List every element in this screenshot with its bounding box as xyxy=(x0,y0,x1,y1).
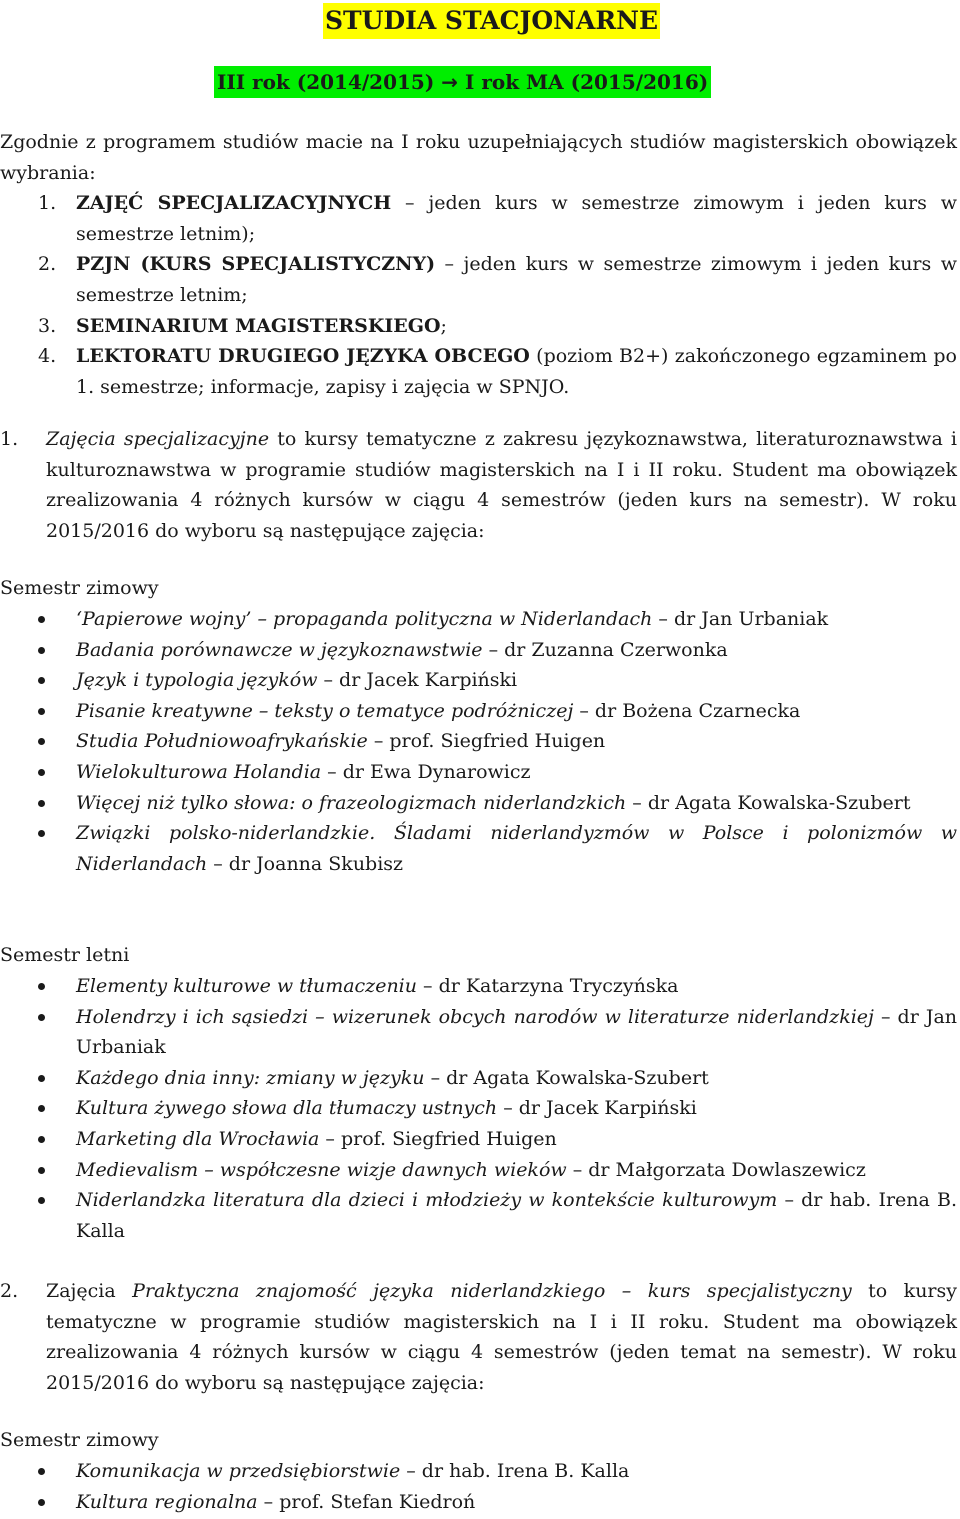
obligation-item: 3. SEMINARIUM MAGISTERSKIEGO; xyxy=(38,314,447,337)
list-item: Badania porównawcze w językoznawstwie – dr Zuzanna Czerwonka xyxy=(0,635,957,666)
list-item: Holendrzy i ich sąsiedzi – wizerunek obcych narodów w literaturze niderlandzkiej – dr Jan Urbaniak xyxy=(0,1002,957,1063)
obligation-item: 1. ZAJĘĆ SPECJALIZACYJNYCH – jeden kurs w semestrze zimowym i jeden kurs w semestrze letnim); xyxy=(38,192,957,245)
list-item: Kultura regionalna – prof. Stefan Kiedroń xyxy=(0,1487,957,1518)
list-item: Komunikacja w przedsiębiorstwie – dr hab. Irena B. Kalla xyxy=(0,1456,957,1487)
section-text: Zajęcia Praktyczna znajomość języka niderlandzkiego – kurs specjalistyczny to kursy tematyczne w programie studiów magisterskich na I i II roku. Student ma obowiązek zrealizowania 4 różnych kursów w ciągu 4 semestrów (jeden temat na semestr). W roku 2015/2016 do wyboru są następujące zajęcia: xyxy=(46,1280,957,1394)
subtitle-from: III rok (2014/2015) xyxy=(217,70,435,94)
obligation-item: 2. PZJN (KURS SPECJALISTYCZNY) – jeden kurs w semestrze zimowym i jeden kurs w semestrze letnim; xyxy=(38,253,957,306)
section-number: 1. xyxy=(0,428,19,450)
list-item: Każdego dnia inny: zmiany w języku – dr Agata Kowalska-Szubert xyxy=(0,1063,957,1094)
list-item: Pisanie kreatywne – teksty o tematyce podróżniczej – dr Bożena Czarnecka xyxy=(0,696,957,727)
list-item: Studia Południowoafrykańskie – prof. Siegfried Huigen xyxy=(0,726,957,757)
winter-semester-heading-2: Semestr zimowy xyxy=(0,1429,159,1451)
arrow-right-icon: → xyxy=(441,70,459,94)
list-item: Elementy kulturowe w tłumaczeniu – dr Katarzyna Tryczyńska xyxy=(0,971,957,1002)
list-item: Związki polsko-niderlandzkie. Śladami niderlandyzmów w Polsce i polonizmów w Niderlandach – dr Joanna Skubisz xyxy=(0,818,957,879)
winter-courses-list-2 xyxy=(0,1456,957,1517)
section-specialist-course xyxy=(0,1276,957,1398)
list-item: Wielokulturowa Holandia – dr Ewa Dynarowicz xyxy=(0,757,957,788)
winter-courses-list xyxy=(0,604,957,879)
list-item: ‘Papierowe wojny’ – propaganda polityczna w Niderlandach – dr Jan Urbaniak xyxy=(0,604,957,635)
list-item: Niderlandzka literatura dla dzieci i młodzieży w kontekście kulturowym – dr hab. Irena B. Kalla xyxy=(0,1185,957,1246)
list-item: Marketing dla Wrocławia – prof. Siegfried Huigen xyxy=(0,1124,957,1155)
summer-courses-list xyxy=(0,971,957,1246)
summer-semester-heading: Semestr letni xyxy=(0,944,130,966)
obligations-list xyxy=(0,188,957,402)
section-specializations xyxy=(0,424,957,546)
page-title: STUDIA STACJONARNE xyxy=(323,3,660,39)
section-text: Zajęcia specjalizacyjne to kursy tematyczne z zakresu językoznawstwa, literaturoznawstwa i kulturoznawstwa w programie studiów magisterskich na I i II roku. Student ma obowiązek zrealizowania 4 różnych kursów w ciągu 4 semestrów (jeden kurs na semestr). W roku 2015/2016 do wyboru są następujące zajęcia: xyxy=(46,428,957,542)
list-item: Medievalism – współczesne wizje dawnych wieków – dr Małgorzata Dowlaszewicz xyxy=(0,1155,957,1186)
intro-text: Zgodnie z programem studiów macie na I roku uzupełniających studiów magisterskich obowiązek wybrania: xyxy=(0,131,957,184)
winter-semester-heading: Semestr zimowy xyxy=(0,577,159,599)
page-subtitle xyxy=(214,66,711,98)
list-item: Język i typologia języków – dr Jacek Karpiński xyxy=(0,665,957,696)
intro-block xyxy=(0,127,957,402)
list-item: Kultura żywego słowa dla tłumaczy ustnych – dr Jacek Karpiński xyxy=(0,1093,957,1124)
section-number: 2. xyxy=(0,1280,19,1302)
list-item: Więcej niż tylko słowa: o frazeologizmach niderlandzkich – dr Agata Kowalska-Szubert xyxy=(0,788,957,819)
subtitle-to: I rok MA (2015/2016) xyxy=(465,70,709,94)
obligation-item: 4. LEKTORATU DRUGIEGO JĘZYKA OBCEGO (poziom B2+) zakończonego egzaminem po 1. semestrze; informacje, zapisy i zajęcia w SPNJO. xyxy=(38,345,958,398)
